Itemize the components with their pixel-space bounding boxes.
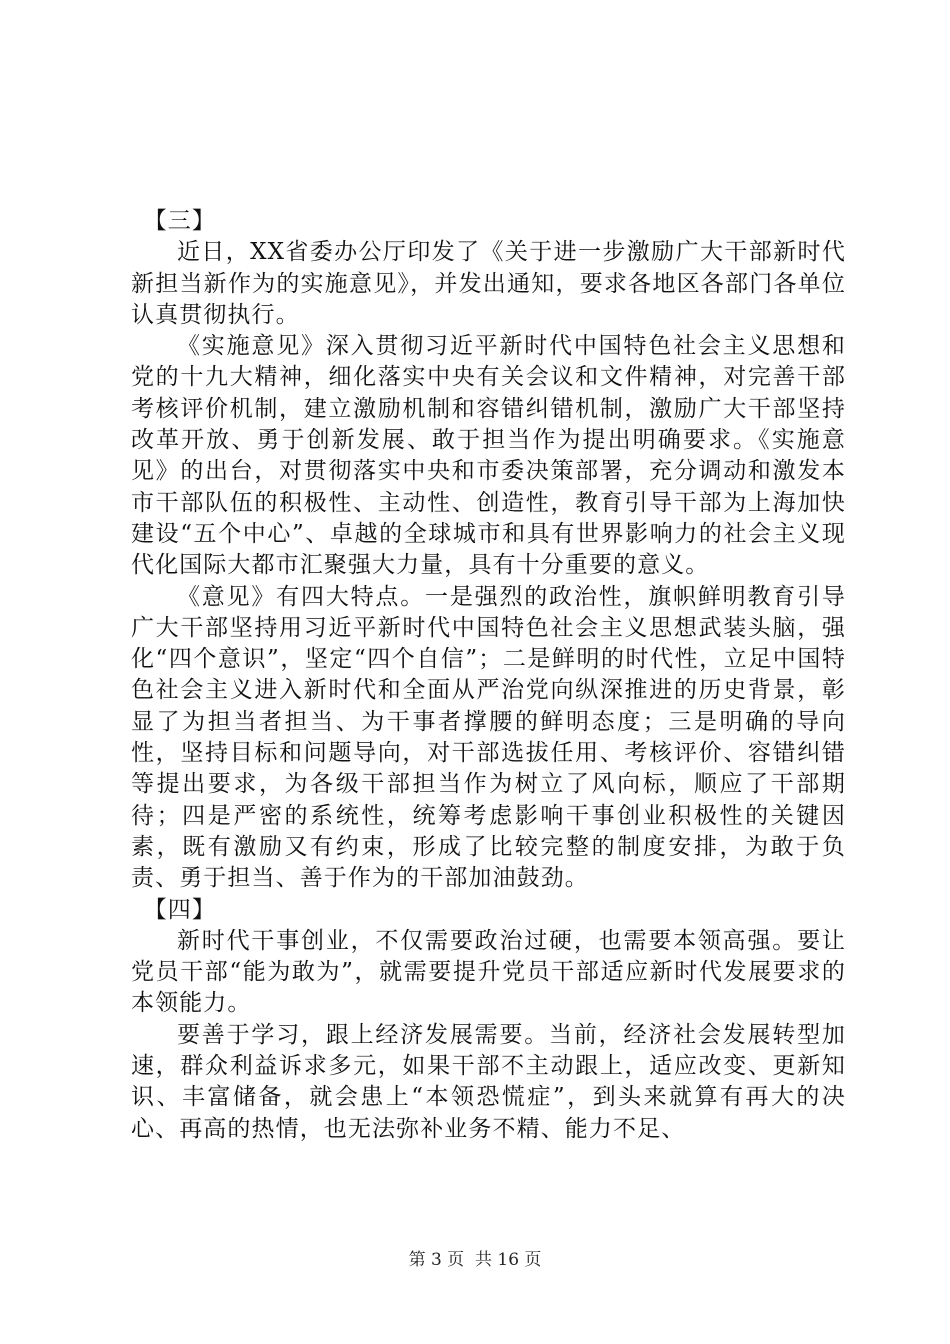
paragraph: 《意见》有四大特点。一是强烈的政治性，旗帜鲜明教育引导广大干部坚持用习近平新时代中国特色社会主义思想武装头脑，强化“四个意识”，坚定“四个自信”；二是鲜明的时代性，立足中国特色社会主义进入新时代和全面从严治党向纵深推进的历史背景，彰显了为担当者担当、为干事者撑腰的鲜明态度；三是明确的导向性，坚持目标和问题导向，对干部选拔任用、考核评价、容错纠错等提出要求，为各级干部担当作为树立了风向标，顺应了干部期待；四是严密的系统性，统筹考虑影响干事创业积极性的关键因素，既有激励又有约束，形成了比较完整的制度安排，为敢于负责、勇于担当、善于作为的干部加油鼓劲。 — [131, 583, 846, 892]
paragraph: 新时代干事创业，不仅需要政治过硬，也需要本领高强。要让党员干部“能为敢为”，就需要提升党员干部适应新时代发展要求的本领能力。 — [131, 927, 846, 1017]
paragraph: 要善于学习，跟上经济发展需要。当前，经济社会发展转型加速，群众利益诉求多元，如果干部不主动跟上，适应改变、更新知识、丰富储备，就会患上“本领恐慌症”，到头来就算有再大的决心、再高的热情，也无法弥补业务不精、能力不足、 — [131, 1021, 846, 1142]
document-body — [131, 206, 846, 1145]
section-heading-3: 【三】 — [143, 208, 216, 234]
page-number-footer: 第 3 页 共 16 页 — [408, 1250, 542, 1270]
paragraph: 近日，XX省委办公厅印发了《关于进一步激励广大干部新时代新担当新作为的实施意见》，并发出通知，要求各地区各部门各单位认真贯彻执行。 — [131, 239, 846, 328]
section-heading-4: 【四】 — [143, 896, 216, 923]
paragraph: 《实施意见》深入贯彻习近平新时代中国特色社会主义思想和党的十九大精神，细化落实中央有关会议和文件精神，对完善干部考核评价机制，建立激励机制和容错纠错机制，激励广大干部坚持改革开放、勇于创新发展、敢于担当作为提出明确要求。《实施意见》的出台，对贯彻落实中央和市委决策部署，充分调动和激发本市干部队伍的积极性、主动性、创造性，教育引导干部为上海加快建设“五个中心”、卓越的全球城市和具有世界影响力的社会主义现代化国际大都市汇聚强大力量，具有十分重要的意义。 — [131, 333, 846, 579]
